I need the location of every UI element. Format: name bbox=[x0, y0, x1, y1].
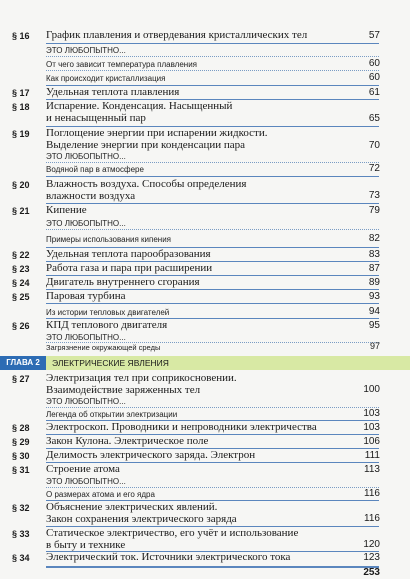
section-title-line: Объяснение электрических явлений. bbox=[46, 501, 218, 513]
section-title-line: Двигатель внутреннего сгорания bbox=[46, 276, 200, 288]
section-number: § 27 bbox=[12, 374, 30, 384]
section-title bbox=[46, 421, 346, 433]
rule bbox=[46, 56, 379, 57]
aside-item: О размерах атома и его ядра bbox=[46, 490, 155, 499]
page-ref: 116 bbox=[364, 488, 380, 499]
aside-item: Как происходит кристаллизация bbox=[46, 74, 166, 83]
aside-heading: ЭТО ЛЮБОПЫТНО... bbox=[46, 333, 126, 342]
section-number: § 30 bbox=[12, 451, 30, 461]
section-number: § 21 bbox=[12, 206, 30, 216]
aside-heading: ЭТО ЛЮБОПЫТНО... bbox=[46, 397, 126, 406]
section-title bbox=[46, 86, 346, 98]
section-title-line: Поглощение энергии при испарении жидкости. bbox=[46, 127, 268, 139]
page-ref: 120 bbox=[363, 539, 380, 550]
section-title-line: Делимость электрического заряда. Электрон bbox=[46, 449, 256, 461]
page-ref: 57 bbox=[368, 30, 380, 41]
aside-heading: ЭТО ЛЮБОПЫТНО... bbox=[46, 219, 126, 228]
page-ref: 116 bbox=[364, 513, 380, 524]
section-title-line: Электрический ток. Источники электрического тока bbox=[46, 551, 291, 563]
section-title-line: Кипение bbox=[46, 204, 87, 216]
rule bbox=[46, 43, 379, 44]
section-title bbox=[46, 100, 346, 124]
section-title bbox=[46, 435, 346, 447]
aside-heading: ЭТО ЛЮБОПЫТНО... bbox=[46, 152, 126, 161]
section-number: § 25 bbox=[12, 292, 30, 302]
section-title bbox=[46, 248, 346, 260]
section-title-line: Электризация тел при соприкосновении. bbox=[46, 372, 237, 384]
section-title bbox=[46, 204, 346, 216]
aside-item: Примеры использования кипения bbox=[46, 235, 171, 244]
page-ref: 60 bbox=[368, 72, 380, 83]
rule bbox=[46, 303, 379, 304]
section-title-line: Закон сохранения электрического заряда bbox=[46, 513, 237, 525]
chapter-title: ЭЛЕКТРИЧЕСКИЕ ЯВЛЕНИЯ bbox=[46, 356, 410, 370]
page-ref: 61 bbox=[368, 87, 380, 98]
section-title-line: влажности воздуха bbox=[46, 190, 136, 202]
chapter-header bbox=[0, 356, 410, 370]
rule bbox=[46, 487, 379, 488]
page-ref: 72 bbox=[368, 163, 380, 174]
section-title-line: Испарение. Конденсация. Насыщенный bbox=[46, 100, 233, 112]
section-number: § 19 bbox=[12, 129, 30, 139]
section-title bbox=[46, 501, 346, 525]
rule bbox=[46, 176, 379, 177]
section-number: § 32 bbox=[12, 503, 30, 513]
rule bbox=[46, 229, 379, 230]
section-title bbox=[46, 127, 346, 151]
section-title bbox=[46, 372, 346, 396]
section-title-line: График плавления и отвердевания кристаллических тел bbox=[46, 29, 308, 41]
chapter-label: ГЛАВА 2 bbox=[0, 356, 46, 370]
rule bbox=[46, 162, 379, 163]
section-number: § 28 bbox=[12, 423, 30, 433]
rule bbox=[46, 407, 379, 408]
aside-item: Легенда об открытии электризации bbox=[46, 410, 178, 419]
section-title bbox=[46, 178, 346, 202]
section-number: § 34 bbox=[12, 553, 30, 563]
page-ref: 123 bbox=[363, 552, 380, 563]
page-ref: 82 bbox=[368, 233, 380, 244]
page-number: 253 bbox=[363, 567, 380, 578]
section-title-line: КПД теплового двигателя bbox=[46, 319, 168, 331]
page-ref: 103 bbox=[363, 408, 380, 419]
page-ref: 106 bbox=[363, 436, 380, 447]
section-title bbox=[46, 276, 346, 288]
page-ref: 79 bbox=[368, 205, 380, 216]
section-title-line: Выделение энергии при конденсации пара bbox=[46, 139, 246, 151]
section-title bbox=[46, 551, 346, 563]
section-title bbox=[46, 29, 346, 41]
section-title bbox=[46, 290, 346, 302]
page-ref: 89 bbox=[368, 277, 380, 288]
section-title-line: Взаимодействие заряженных тел bbox=[46, 384, 201, 396]
page-ref: 103 bbox=[363, 422, 380, 433]
section-number: § 31 bbox=[12, 465, 30, 475]
section-title-line: Строение атома bbox=[46, 463, 120, 475]
footer-rule bbox=[46, 566, 379, 568]
aside-item: Из истории тепловых двигателей bbox=[46, 308, 170, 317]
section-title-line: Влажность воздуха. Способы определения bbox=[46, 178, 247, 190]
page-ref: 100 bbox=[363, 384, 380, 395]
aside-item: Водяной пар в атмосфере bbox=[46, 165, 144, 174]
page-ref: 95 bbox=[368, 320, 380, 331]
section-title bbox=[46, 449, 346, 461]
page-ref: 93 bbox=[368, 291, 380, 302]
section-title-line: Электроскоп. Проводники и непроводники электричества bbox=[46, 421, 317, 433]
page-ref: 87 bbox=[368, 263, 380, 274]
aside-item: От чего зависит температура плавления bbox=[46, 60, 197, 69]
rule bbox=[46, 70, 379, 71]
section-title-line: Статическое электричество, его учёт и использование bbox=[46, 527, 299, 539]
section-title-line: Удельная теплота плавления bbox=[46, 86, 180, 98]
section-title-line: Работа газа и пара при расширении bbox=[46, 262, 213, 274]
section-title bbox=[46, 319, 346, 331]
section-number: § 16 bbox=[12, 31, 30, 41]
section-number: § 23 bbox=[12, 264, 30, 274]
section-number: § 24 bbox=[12, 278, 30, 288]
aside-heading: ЭТО ЛЮБОПЫТНО... bbox=[46, 46, 126, 55]
aside-item: Загрязнение окружающей среды bbox=[46, 343, 161, 352]
section-title-line: в быту и технике bbox=[46, 539, 126, 551]
page-ref: 113 bbox=[364, 464, 380, 475]
section-title-line: Паровая турбина bbox=[46, 290, 126, 302]
page-ref: 60 bbox=[368, 58, 380, 69]
section-number: § 33 bbox=[12, 529, 30, 539]
section-title-line: Закон Кулона. Электрическое поле bbox=[46, 435, 209, 447]
page-ref: 70 bbox=[368, 140, 380, 151]
section-number: § 26 bbox=[12, 321, 30, 331]
page-ref: 83 bbox=[368, 249, 380, 260]
section-title-line: Удельная теплота парообразования bbox=[46, 248, 211, 260]
section-title bbox=[46, 463, 346, 475]
section-number: § 18 bbox=[12, 102, 30, 112]
page-ref: 111 bbox=[364, 450, 380, 461]
page-ref: 65 bbox=[368, 113, 380, 124]
section-title bbox=[46, 527, 346, 551]
section-number: § 17 bbox=[12, 88, 30, 98]
section-title-line: и ненасыщенный пар bbox=[46, 112, 146, 124]
section-number: § 20 bbox=[12, 180, 30, 190]
page-ref: 97 bbox=[369, 341, 380, 351]
section-number: § 22 bbox=[12, 250, 30, 260]
section-title bbox=[46, 262, 346, 274]
section-number: § 29 bbox=[12, 437, 30, 447]
aside-heading: ЭТО ЛЮБОПЫТНО... bbox=[46, 477, 126, 486]
page-ref: 94 bbox=[368, 306, 380, 317]
page-ref: 73 bbox=[368, 190, 380, 201]
